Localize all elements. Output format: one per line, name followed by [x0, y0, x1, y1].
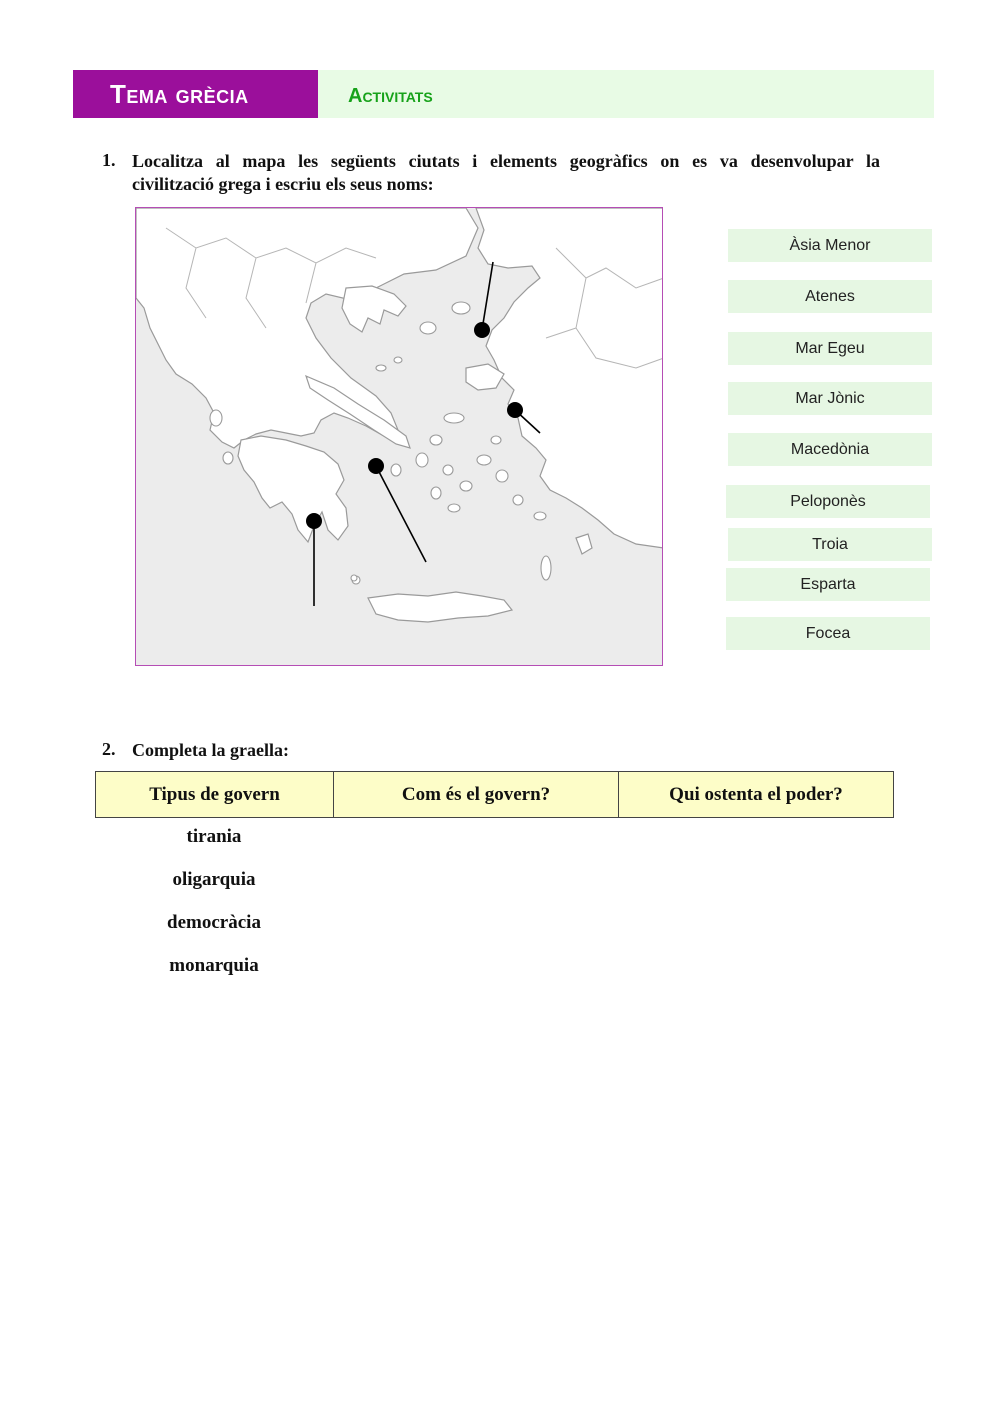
- table-header-who: Qui ostenta el poder?: [619, 772, 894, 818]
- question-1-line1: Localitza al mapa les següents ciutats i elements geogràfics on es va desenvolupar la: [132, 151, 880, 171]
- pointer-line-troia: [482, 262, 493, 330]
- map-point-4[interactable]: [306, 513, 322, 529]
- question-2-text: Completa la graella:: [132, 740, 289, 760]
- map-point-3[interactable]: [368, 458, 384, 474]
- greece-map-svg: [136, 208, 663, 666]
- label-atenes[interactable]: Atenes: [728, 280, 932, 313]
- map-point-2[interactable]: [507, 402, 523, 418]
- page-subtitle: Activitats: [318, 70, 934, 118]
- question-2-number: 2.: [102, 739, 116, 759]
- label-macedonia[interactable]: Macedònia: [728, 433, 932, 466]
- question-1-line2: civilització grega i escriu els seus noms:: [132, 174, 434, 194]
- government-table: [95, 771, 894, 818]
- label-mar-jonic[interactable]: Mar Jònic: [728, 382, 932, 415]
- gov-democracia[interactable]: democràcia: [167, 912, 261, 933]
- table-header-type: Tipus de govern: [96, 772, 334, 818]
- label-peloponnes[interactable]: Peloponès: [726, 485, 930, 518]
- question-1-number: 1.: [102, 150, 116, 170]
- map-point-1[interactable]: [474, 322, 490, 338]
- pointer-line-atenes: [376, 466, 426, 562]
- label-esparta[interactable]: Esparta: [726, 568, 930, 601]
- map-rhodes: [576, 534, 592, 554]
- label-troia[interactable]: Troia: [728, 528, 932, 561]
- label-focea[interactable]: Focea: [726, 617, 930, 650]
- map-crete: [368, 592, 512, 622]
- gov-tirania[interactable]: tirania: [186, 826, 242, 847]
- table-header-how: Com és el govern?: [334, 772, 619, 818]
- page-title: Tema grècia: [73, 70, 318, 118]
- map-asia-minor: [476, 208, 663, 548]
- label-mar-egeu[interactable]: Mar Egeu: [728, 332, 932, 365]
- label-asia-menor[interactable]: Àsia Menor: [728, 229, 932, 262]
- gov-oligarquia[interactable]: oligarquia: [172, 869, 256, 890]
- greece-map: [135, 207, 663, 666]
- map-chalcidice: [342, 286, 406, 332]
- gov-monarquia[interactable]: monarquia: [169, 955, 259, 976]
- map-peloponnese: [238, 436, 348, 542]
